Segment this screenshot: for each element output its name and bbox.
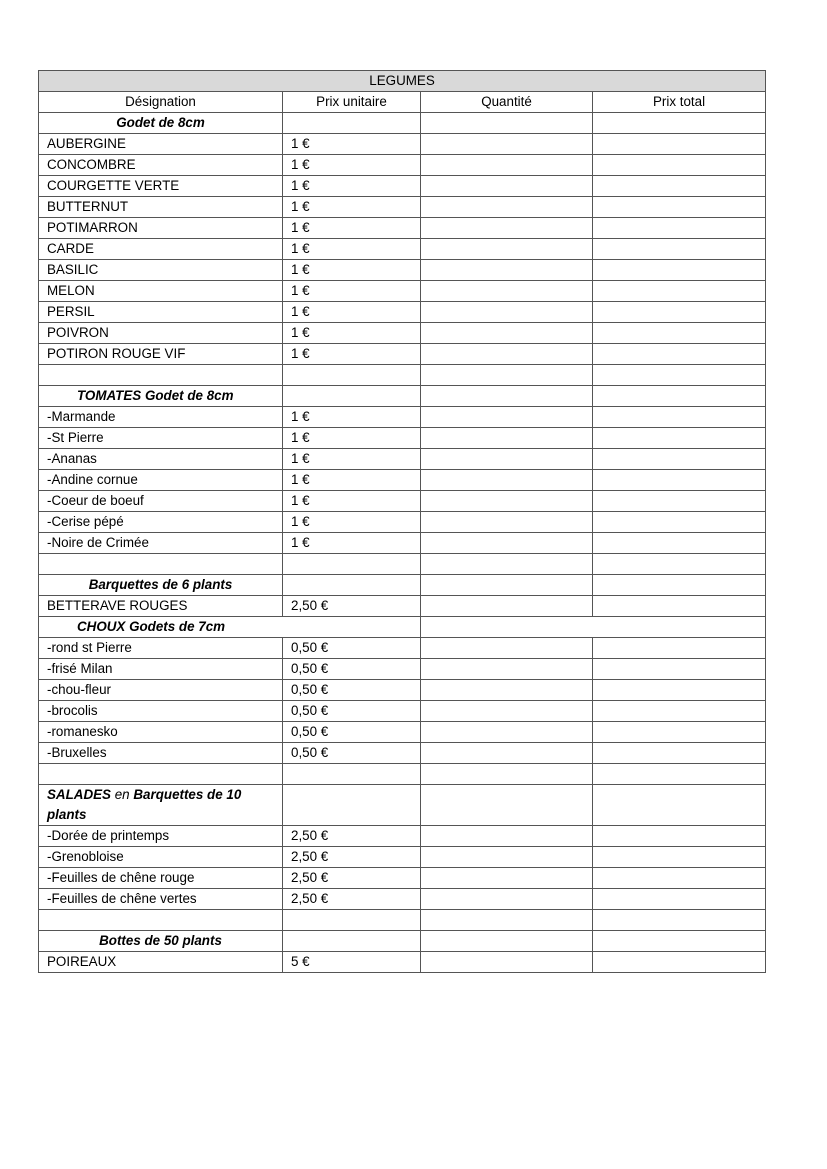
quantity-cell[interactable]: [421, 302, 593, 323]
quantity-cell[interactable]: [421, 344, 593, 365]
table-row: [39, 323, 766, 344]
quantity-cell[interactable]: [421, 910, 593, 931]
table-row: [39, 491, 766, 512]
total-cell: [593, 659, 766, 680]
total-cell: [593, 847, 766, 868]
table-row: [39, 260, 766, 281]
item-name: -frisé Milan: [39, 659, 283, 680]
table-row: [39, 701, 766, 722]
item-price: 1 €: [283, 323, 421, 344]
quantity-cell[interactable]: [421, 638, 593, 659]
item-name: POIREAUX: [39, 952, 283, 973]
item-name: -Cerise pépé: [39, 512, 283, 533]
section-heading-part: en: [114, 787, 130, 802]
item-name: -chou-fleur: [39, 680, 283, 701]
total-cell: [593, 596, 766, 617]
quantity-cell[interactable]: [421, 722, 593, 743]
empty-row: [39, 365, 766, 386]
item-price: 0,50 €: [283, 701, 421, 722]
quantity-cell[interactable]: [421, 155, 593, 176]
table-row: [39, 218, 766, 239]
section-heading: Godet de 8cm: [39, 113, 283, 134]
section-heading-row: [39, 113, 766, 134]
quantity-cell[interactable]: [421, 113, 593, 134]
item-name: -rond st Pierre: [39, 638, 283, 659]
total-cell: [593, 952, 766, 973]
item-price: 1 €: [283, 218, 421, 239]
table-row: [39, 659, 766, 680]
section-heading-part: Barquettes de 10 plants: [47, 787, 242, 822]
quantity-cell[interactable]: [421, 743, 593, 764]
section-heading: Barquettes de 6 plants: [39, 575, 283, 596]
quantity-cell[interactable]: [421, 680, 593, 701]
item-name: -brocolis: [39, 701, 283, 722]
total-cell: [593, 176, 766, 197]
total-cell: [593, 281, 766, 302]
total-cell: [593, 722, 766, 743]
item-price: 1 €: [283, 512, 421, 533]
item-price: 0,50 €: [283, 659, 421, 680]
table-title: LEGUMES: [39, 71, 766, 92]
total-cell: [593, 680, 766, 701]
total-cell: [593, 197, 766, 218]
section-heading: CHOUX Godets de 7cm: [39, 617, 421, 638]
item-name: POTIMARRON: [39, 218, 283, 239]
section-heading: [39, 785, 283, 826]
item-price: 1 €: [283, 302, 421, 323]
quantity-cell[interactable]: [421, 386, 593, 407]
empty-row: [39, 764, 766, 785]
item-name: -Dorée de printemps: [39, 826, 283, 847]
total-cell: [593, 134, 766, 155]
table-row: [39, 889, 766, 910]
item-price: 2,50 €: [283, 826, 421, 847]
item-price: 1 €: [283, 533, 421, 554]
total-cell: [593, 155, 766, 176]
total-cell: [593, 826, 766, 847]
item-name: POIVRON: [39, 323, 283, 344]
item-price: 1 €: [283, 491, 421, 512]
item-name: BASILIC: [39, 260, 283, 281]
item-name: PERSIL: [39, 302, 283, 323]
total-cell: [593, 470, 766, 491]
total-cell: [593, 491, 766, 512]
header-unit-price: Prix unitaire: [283, 92, 421, 113]
item-name: CONCOMBRE: [39, 155, 283, 176]
table-row: [39, 344, 766, 365]
table-row: [39, 512, 766, 533]
item-name: COURGETTE VERTE: [39, 176, 283, 197]
item-name: -Grenobloise: [39, 847, 283, 868]
quantity-cell[interactable]: [421, 218, 593, 239]
quantity-cell[interactable]: [421, 197, 593, 218]
item-price: 0,50 €: [283, 722, 421, 743]
item-price: 1 €: [283, 260, 421, 281]
quantity-cell[interactable]: [421, 554, 593, 575]
total-cell: [593, 239, 766, 260]
total-cell: [593, 113, 766, 134]
table-row: [39, 470, 766, 491]
item-name: -Ananas: [39, 449, 283, 470]
total-cell: [593, 743, 766, 764]
item-name: -Feuilles de chêne vertes: [39, 889, 283, 910]
item-name: BUTTERNUT: [39, 197, 283, 218]
item-price: 0,50 €: [283, 680, 421, 701]
quantity-cell[interactable]: [421, 889, 593, 910]
table-row: [39, 952, 766, 973]
item-name: -Andine cornue: [39, 470, 283, 491]
item-price: 1 €: [283, 428, 421, 449]
table-row: [39, 596, 766, 617]
table-title-row: [39, 71, 766, 92]
table-row: [39, 176, 766, 197]
quantity-cell[interactable]: [421, 764, 593, 785]
quantity-cell[interactable]: [421, 533, 593, 554]
total-cell: [593, 533, 766, 554]
table-row: [39, 638, 766, 659]
quantity-cell[interactable]: [421, 134, 593, 155]
item-price: 2,50 €: [283, 596, 421, 617]
quantity-cell[interactable]: [421, 407, 593, 428]
quantity-cell[interactable]: [421, 931, 593, 952]
total-cell: [593, 218, 766, 239]
table-row: [39, 428, 766, 449]
item-name: MELON: [39, 281, 283, 302]
quantity-cell[interactable]: [421, 470, 593, 491]
empty-row: [39, 554, 766, 575]
table-header-row: [39, 92, 766, 113]
table-row: [39, 302, 766, 323]
section-heading-row: [39, 785, 766, 826]
item-price: 1 €: [283, 470, 421, 491]
total-cell: [593, 428, 766, 449]
item-name: -Noire de Crimée: [39, 533, 283, 554]
quantity-cell[interactable]: [421, 826, 593, 847]
item-name: -Bruxelles: [39, 743, 283, 764]
quantity-cell[interactable]: [421, 281, 593, 302]
item-name: AUBERGINE: [39, 134, 283, 155]
table-row: [39, 722, 766, 743]
total-cell: [593, 449, 766, 470]
item-name: -romanesko: [39, 722, 283, 743]
section-heading-row: [39, 617, 766, 638]
quantity-cell[interactable]: [421, 260, 593, 281]
quantity-cell[interactable]: [421, 596, 593, 617]
table-row: [39, 281, 766, 302]
item-price: 1 €: [283, 344, 421, 365]
total-cell: [593, 407, 766, 428]
total-cell: [593, 638, 766, 659]
item-price: 2,50 €: [283, 868, 421, 889]
table-row: [39, 197, 766, 218]
quantity-cell[interactable]: [421, 868, 593, 889]
table-row: [39, 449, 766, 470]
quantity-cell[interactable]: [421, 785, 593, 826]
item-name: -St Pierre: [39, 428, 283, 449]
quantity-cell[interactable]: [421, 952, 593, 973]
section-heading-part: SALADES: [47, 787, 111, 802]
quantity-cell[interactable]: [421, 847, 593, 868]
quantity-cell[interactable]: [421, 512, 593, 533]
quantity-cell[interactable]: [421, 428, 593, 449]
item-price: 1 €: [283, 239, 421, 260]
item-name: CARDE: [39, 239, 283, 260]
section-heading: Bottes de 50 plants: [39, 931, 283, 952]
price-sheet: [38, 70, 765, 973]
section-heading-row: [39, 575, 766, 596]
table-row: [39, 155, 766, 176]
item-name: -Coeur de boeuf: [39, 491, 283, 512]
empty-row: [39, 910, 766, 931]
quantity-cell[interactable]: [421, 323, 593, 344]
item-name: BETTERAVE ROUGES: [39, 596, 283, 617]
total-cell: [593, 701, 766, 722]
total-cell: [593, 302, 766, 323]
total-cell: [593, 512, 766, 533]
table-row: [39, 847, 766, 868]
header-total-price: Prix total: [593, 92, 766, 113]
item-name: -Marmande: [39, 407, 283, 428]
table-row: [39, 680, 766, 701]
total-cell: [593, 889, 766, 910]
table-row: [39, 826, 766, 847]
quantity-cell[interactable]: [421, 239, 593, 260]
quantity-cell[interactable]: [421, 575, 593, 596]
table-row: [39, 533, 766, 554]
item-price: 0,50 €: [283, 743, 421, 764]
item-price: 1 €: [283, 155, 421, 176]
table-row: [39, 868, 766, 889]
item-price: 5 €: [283, 952, 421, 973]
total-cell: [593, 260, 766, 281]
item-price: 1 €: [283, 407, 421, 428]
item-name: -Feuilles de chêne rouge: [39, 868, 283, 889]
total-cell: [593, 868, 766, 889]
item-price: 1 €: [283, 134, 421, 155]
quantity-cell[interactable]: [421, 365, 593, 386]
section-heading-row: [39, 386, 766, 407]
item-price: 2,50 €: [283, 847, 421, 868]
item-price: 1 €: [283, 449, 421, 470]
header-quantity: Quantité: [421, 92, 593, 113]
vegetables-price-table: [38, 70, 766, 973]
header-designation: Désignation: [39, 92, 283, 113]
table-row: [39, 407, 766, 428]
total-cell: [593, 323, 766, 344]
section-heading-row: [39, 931, 766, 952]
section-heading: TOMATES Godet de 8cm: [39, 386, 283, 407]
quantity-cell[interactable]: [421, 449, 593, 470]
item-price: 1 €: [283, 197, 421, 218]
item-price: 1 €: [283, 281, 421, 302]
total-cell: [593, 344, 766, 365]
quantity-cell[interactable]: [421, 491, 593, 512]
table-row: [39, 134, 766, 155]
item-price: 0,50 €: [283, 638, 421, 659]
table-row: [39, 743, 766, 764]
item-price: 1 €: [283, 176, 421, 197]
item-name: POTIRON ROUGE VIF: [39, 344, 283, 365]
quantity-cell[interactable]: [421, 176, 593, 197]
table-row: [39, 239, 766, 260]
quantity-cell[interactable]: [421, 659, 593, 680]
item-price: 2,50 €: [283, 889, 421, 910]
quantity-cell[interactable]: [421, 701, 593, 722]
